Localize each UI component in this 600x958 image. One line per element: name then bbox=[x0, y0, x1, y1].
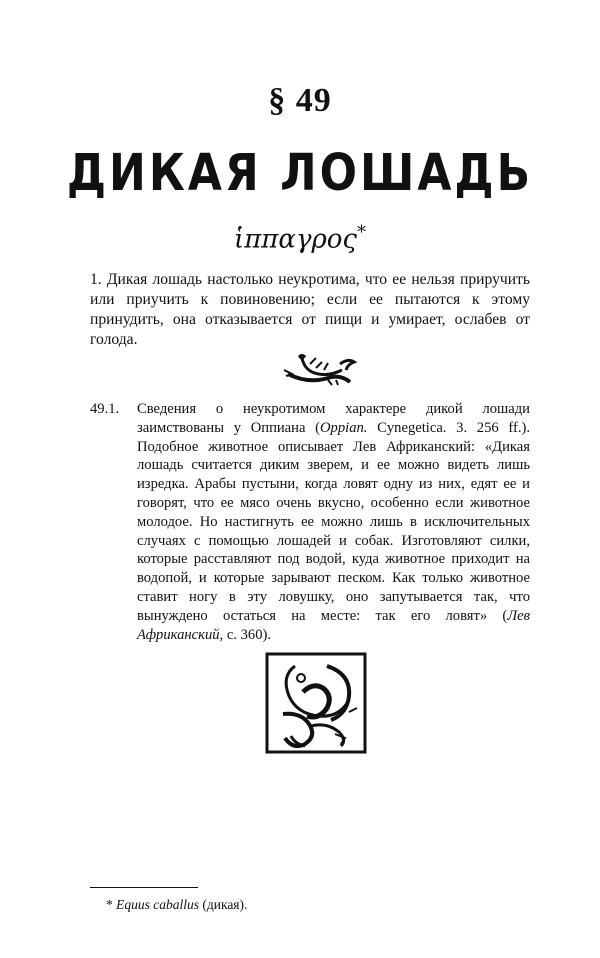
note-author: Oppian. bbox=[320, 419, 368, 436]
note-body bbox=[137, 400, 530, 644]
paragraph-number: 1. bbox=[90, 271, 102, 288]
note-source: Лев Африканский, bbox=[137, 607, 530, 643]
dragon-emblem-icon bbox=[265, 652, 367, 754]
footnote-marker: * bbox=[356, 222, 366, 243]
footnote bbox=[106, 897, 247, 913]
page-title: ДИКАЯ ЛОШАДЬ bbox=[66, 144, 534, 203]
note-text-1: Сведения о неукротимом характере дикой лошади заимствованы у Оппиана ( bbox=[137, 401, 530, 436]
dragon-ornament-icon bbox=[280, 350, 360, 386]
footnote-divider bbox=[90, 887, 198, 888]
commentary-note bbox=[90, 400, 530, 644]
note-text-2: Cynegetica. 3. 256 ff.). Подобное животное описывает Лев Африканский: «Дикая лошадь считается диким зверем, и ее можно видеть лишь изредка. Арабы пустыни, когда ловят одну из них, едят ее и говорят, что ее мясо очень вкусно, особенно если животное молодое. Но настигнуть ее можно лишь в исключительных случаях с помощью лошадей и собак. Изготовляют силки, которые расставляют под водой, куда животное приходит на водопой, и которые зарывают песком. Как только животное ставит ногу в эту ловушку, оно запутывается так, что вынуждено остаться на месте: так его ловят» ( bbox=[137, 419, 530, 624]
note-text-3: с. 360). bbox=[223, 626, 272, 643]
footnote-text: (дикая). bbox=[199, 897, 248, 912]
main-paragraph bbox=[90, 270, 530, 350]
note-number: 49.1. bbox=[90, 401, 120, 417]
greek-name-text: ἱππαγρος bbox=[234, 224, 357, 255]
greek-name bbox=[0, 222, 600, 255]
footnote-latin: Equus caballus bbox=[116, 897, 199, 912]
paragraph-text: Дикая лошадь настолько неукротима, что ее нельзя приручить или приучить к повиновению; если ее пытаются к этому принудить, она отказывается от пищи и умирает, ослабев от голода. bbox=[90, 271, 530, 348]
footnote-star: * bbox=[106, 897, 113, 912]
section-number: § 49 bbox=[268, 82, 332, 119]
